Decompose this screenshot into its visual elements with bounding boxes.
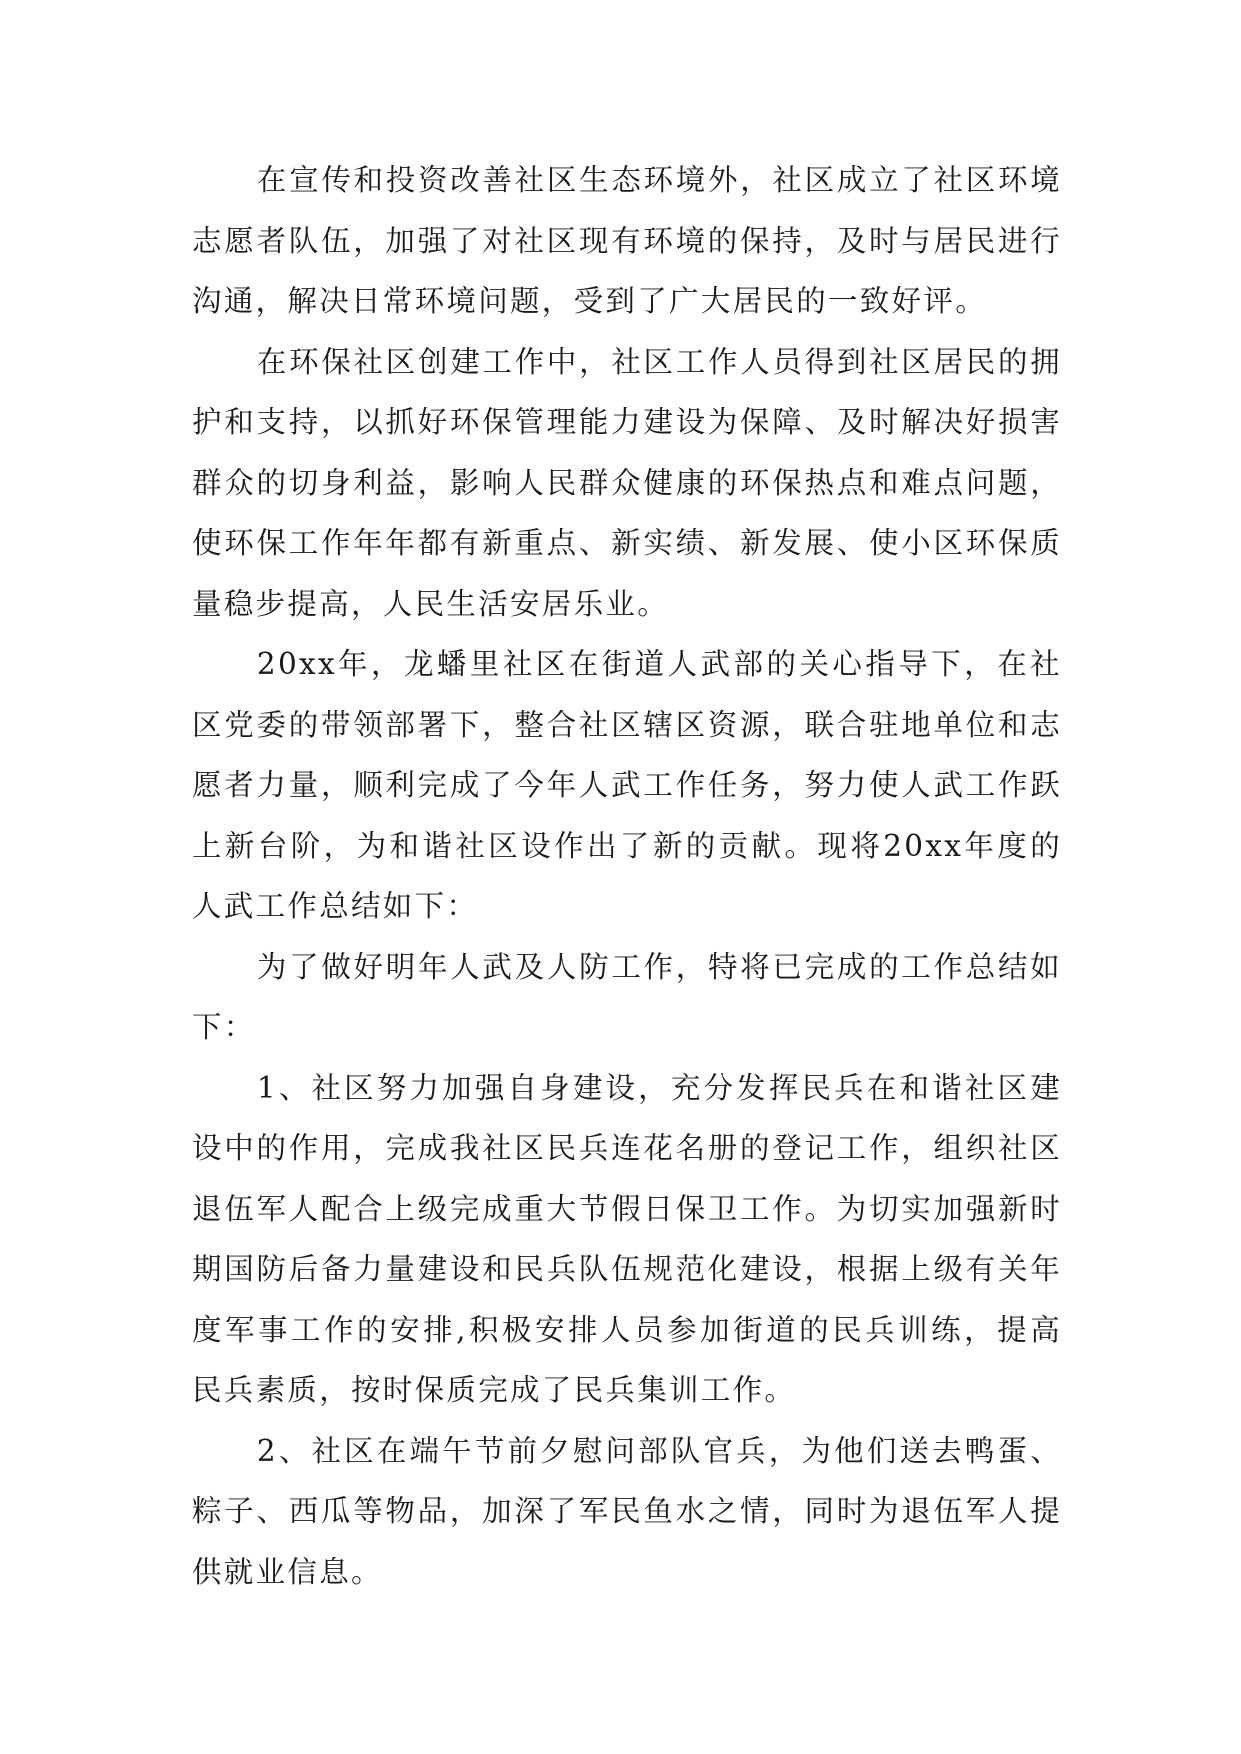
- paragraph-5: 1、社区努力加强自身建设，充分发挥民兵在和谐社区建设中的作用，完成我社区民兵连花名册的登记工作，组织社区退伍军人配合上级完成重大节假日保卫工作。为切实加强新时期国防后备力量建设和民兵队伍规范化建设，根据上级有关年度军事工作的安排,积极安排人员参加街道的民兵训练，提高民兵素质，按时保质完成了民兵集训工作。: [192, 1070, 1062, 1407]
- paragraph-2: 在环保社区创建工作中，社区工作人员得到社区居民的拥护和支持，以抓好环保管理能力建设为保障、及时解决好损害群众的切身利益，影响人民群众健康的环保热点和难点问题，使环保工作年年都有新重点、新实绩、新发展、使小区环保质量稳步提高，人民生活安居乐业。: [192, 344, 1062, 621]
- paragraph-1: 在宣传和投资改善社区生态环境外，社区成立了社区环境志愿者队伍，加强了对社区现有环境的保持，及时与居民进行沟通，解决日常环境问题，受到了广大居民的一致好评。: [192, 163, 1062, 318]
- paragraph-6: 2、社区在端午节前夕慰问部队官兵，为他们送去鸭蛋、粽子、西瓜等物品，加深了军民鱼水之情，同时为退伍军人提供就业信息。: [192, 1433, 1062, 1589]
- document-body: [192, 150, 1062, 1602]
- paragraph-3: 20xx年，龙蟠里社区在街道人武部的关心指导下，在社区党委的带领部署下，整合社区辖区资源，联合驻地单位和志愿者力量，顺利完成了今年人武工作任务，努力使人武工作跃上新台阶，为和谐社区设作出了新的贡献。现将20xx年度的人武工作总结如下：: [192, 647, 1062, 923]
- paragraph-4: 为了做好明年人武及人防工作，特将已完成的工作总结如下：: [192, 949, 1062, 1044]
